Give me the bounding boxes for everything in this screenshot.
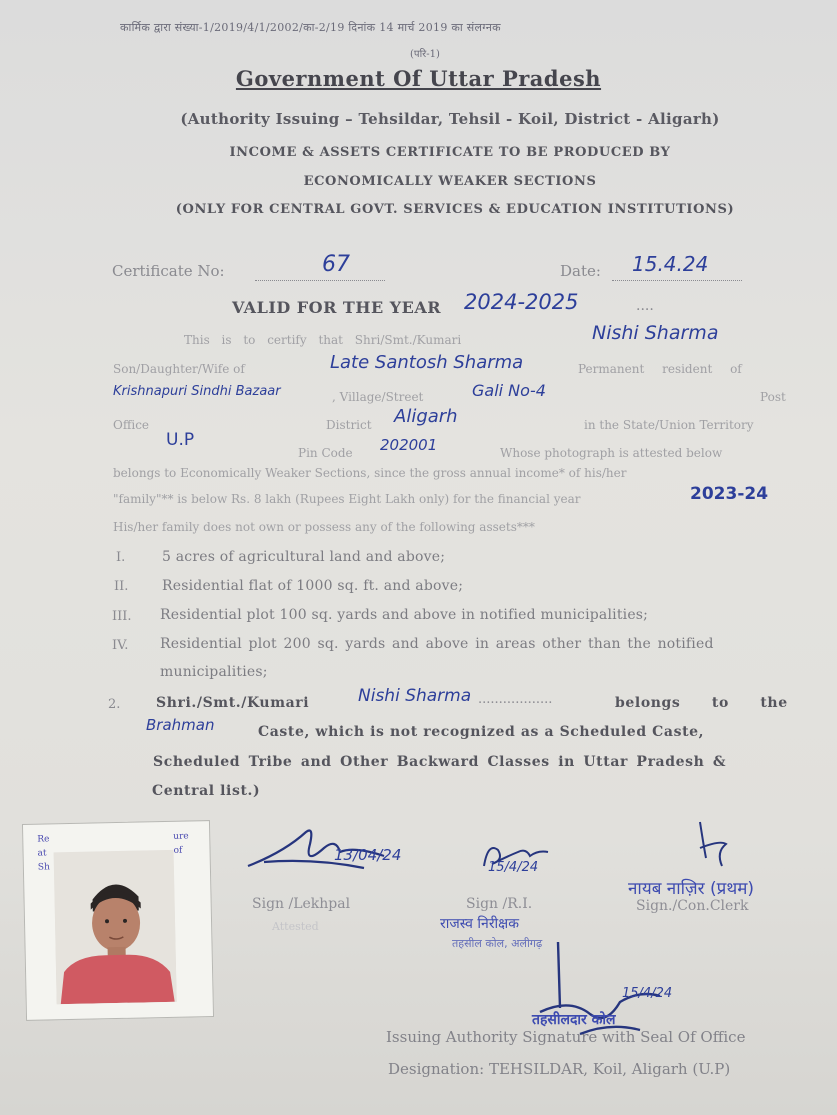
title-line-2: ECONOMICALLY WEAKER SECTIONS [303, 174, 597, 189]
government-title: Government Of Uttar Pradesh [235, 66, 602, 91]
person-name: Nishi Sharma [592, 322, 719, 344]
issuing-authority-label: Issuing Authority Signature with Seal Of Office [386, 1028, 746, 1046]
asset-num: III. [112, 609, 132, 624]
cert-no-line [255, 262, 385, 281]
valid-label: VALID FOR THE YEAR [232, 298, 442, 317]
line-belongs: belongs to Economically Weaker Sections, since the gross annual income* of his/her [113, 466, 627, 480]
lekhpal-faded-stamp: Attested [272, 920, 319, 933]
title-line-1: INCOME & ASSETS CERTIFICATE TO BE PRODUCED BY [229, 145, 671, 160]
line-family: "family"** is below Rs. 8 lakh (Rupees Eight Lakh only) for the financial year [113, 492, 581, 506]
title-line-3: (ONLY FOR CENTRAL GOVT. SERVICES & EDUCATION INSTITUTIONS) [175, 202, 735, 217]
relation-label: Son/Daughter/Wife of [113, 362, 245, 376]
tehsildar-sign-date: 15/4/24 [622, 986, 673, 1001]
caste-line-2: Scheduled Tribe and Other Backward Classes in Uttar Pradesh & [153, 754, 727, 770]
valid-dots: .... [636, 298, 654, 314]
caste-line-3: Central list.) [152, 783, 261, 799]
caste-belongs: belongs to the [615, 695, 788, 711]
resident-label: Permanent resident of [578, 362, 742, 376]
authority-line: (Authority Issuing – Tehsildar, Tehsil - Koil, District - Aligarh) [180, 110, 720, 128]
caste-line-1: Caste, which is not recognized as a Scheduled Caste, [258, 724, 705, 740]
asset-item: Residential plot 200 sq. yards and above in areas other than the notified [160, 636, 714, 652]
caste-prefix: Shri./Smt./Kumari [156, 695, 310, 711]
parent-name: Late Santosh Sharma [330, 352, 524, 373]
clerk-signature-icon [686, 818, 746, 874]
reference-sub: (परि-1) [410, 49, 440, 60]
clerk-label: Sign./Con.Clerk [636, 898, 749, 914]
cert-no-label: Certificate No: [112, 262, 225, 280]
ri-label: Sign /R.I. [466, 896, 533, 912]
designation-label: Designation: TEHSILDAR, Koil, Aligarh (U.P) [388, 1060, 731, 1078]
post-label: Post [760, 390, 786, 404]
caste-value: Brahman [146, 716, 215, 734]
cert-no-value: 67 [322, 252, 350, 277]
caste-num: 2. [108, 697, 121, 712]
street-value: Gali No-4 [472, 381, 546, 400]
office-label: Office [113, 418, 150, 432]
clerk-stamp: नायब नाज़िर (प्रथम) [628, 879, 754, 899]
asset-item: 5 acres of agricultural land and above; [162, 549, 446, 565]
ri-stamp-line-1: राजस्व निरीक्षक [440, 916, 519, 932]
asset-num: IV. [112, 638, 129, 653]
pin-value: 202001 [380, 436, 438, 454]
date-label: Date: [560, 262, 601, 280]
financial-year: 2023-24 [690, 484, 769, 504]
asset-num: II. [114, 579, 129, 594]
asset-num: I. [116, 550, 126, 565]
asset-item: Residential flat of 1000 sq. ft. and above; [162, 578, 464, 594]
reference-line: कार्मिक द्वारा संख्या-1/2019/4/1/2002/का-2/19 दिनांक 14 मार्च 2019 का संलग्नक [120, 21, 501, 34]
caste-dots: .................. [478, 692, 553, 707]
line-assets: His/her family does not own or possess any of the following assets*** [113, 520, 535, 534]
village-label: , Village/Street [332, 390, 424, 404]
lekhpal-label: Sign /Lekhpal [252, 896, 351, 912]
attested-photo-frame [22, 820, 214, 1021]
date-value: 15.4.24 [632, 252, 709, 276]
tehsildar-stamp: तहसीलदार कोल [532, 1012, 616, 1028]
district-value: Aligarh [394, 406, 458, 427]
certify-text: This is to certify that Shri/Smt./Kumari [184, 333, 462, 347]
district-label: District [326, 418, 372, 432]
asset-item: Residential plot 100 sq. yards and above in notified municipalities; [160, 607, 649, 623]
caste-person-name: Nishi Sharma [358, 686, 472, 706]
valid-year: 2024-2025 [464, 290, 579, 314]
photo-corner-left: Re at Sh [37, 834, 50, 873]
state-value: U.P [166, 430, 195, 450]
ri-date: 15/4/24 [488, 860, 539, 875]
photo-label: Whose photograph is attested below [500, 446, 723, 460]
asset-item-continued: municipalities; [160, 664, 268, 680]
locality: Krishnapuri Sindhi Bazaar [113, 384, 281, 399]
ri-stamp-line-2: तहसील कोल, अलीगढ़ [452, 937, 543, 950]
lekhpal-date: 13/04/24 [334, 846, 402, 864]
pin-label: Pin Code [298, 446, 353, 460]
portrait-icon [54, 850, 177, 1004]
applicant-photo [54, 850, 177, 1004]
photo-corner-right: ure of [173, 831, 189, 856]
state-label: in the State/Union Territory [584, 418, 754, 432]
